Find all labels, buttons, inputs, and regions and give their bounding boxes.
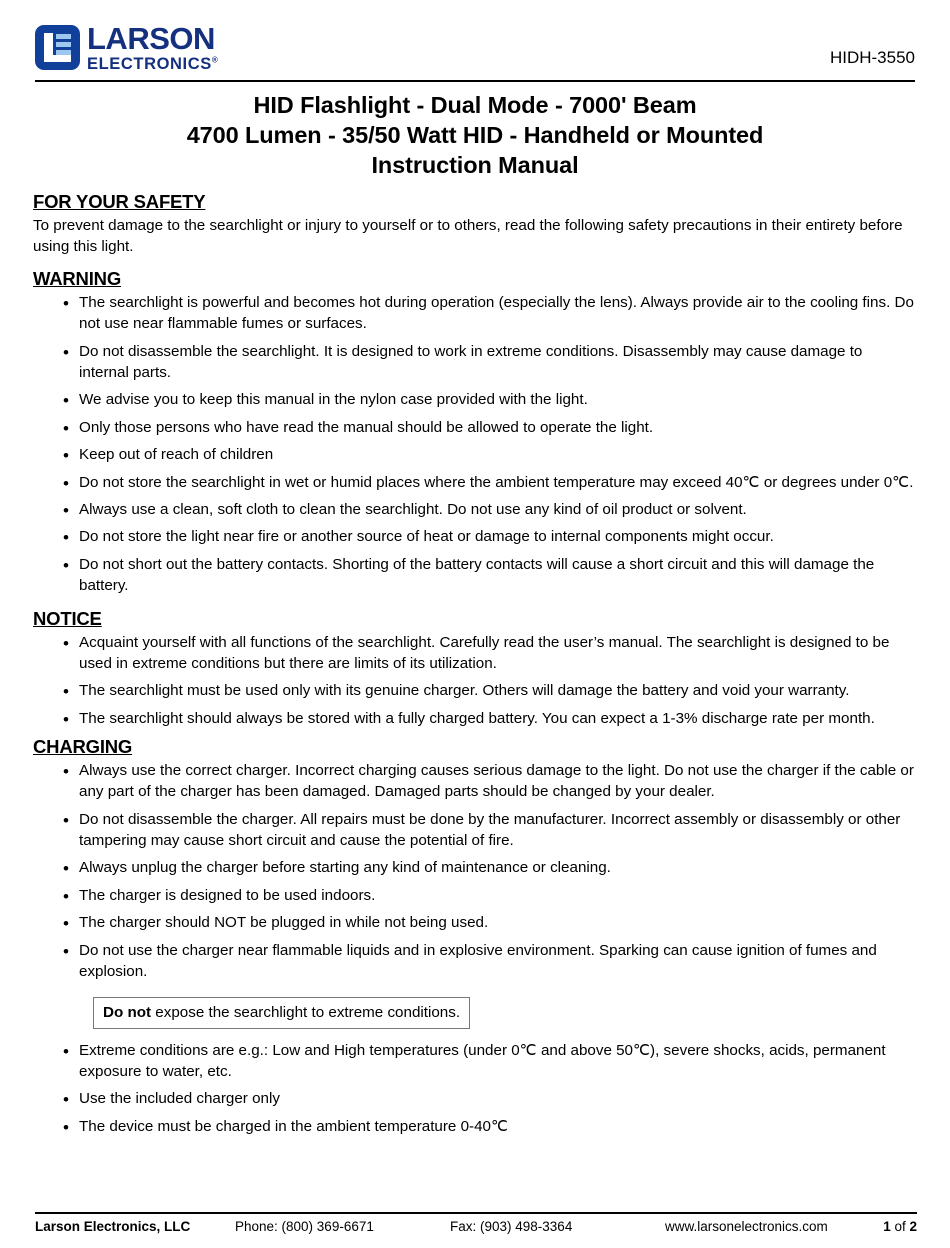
- list-item: • The charger is designed to be used indoors.: [33, 886, 915, 907]
- list-item: • Do not store the searchlight in wet or humid places where the ambient temperature may exceed 40℃ or degrees under 0℃.: [33, 473, 915, 494]
- list-item: • Do not disassemble the searchlight. It is designed to work in extreme conditions. Disassembly may cause damage to internal parts.: [33, 342, 915, 384]
- footer-fax: Fax: (903) 498-3364: [450, 1219, 573, 1234]
- document-body: [0, 191, 950, 1138]
- list-item: • The charger should NOT be plugged in while not being used.: [33, 913, 915, 934]
- warning-callout-box: [93, 997, 470, 1029]
- list-item: • Do not short out the battery contacts. Shorting of the battery contacts will cause a short circuit and this will damage the battery.: [33, 555, 915, 597]
- list-item: • Do not store the light near fire or another source of heat or damage to internal components might occur.: [33, 527, 915, 548]
- list-item: • Always unplug the charger before starting any kind of maintenance or cleaning.: [33, 858, 915, 879]
- brand-name-primary: LARSON: [87, 20, 215, 56]
- model-number: HIDH-3550: [829, 48, 915, 67]
- footer-website[interactable]: www.larsonelectronics.com: [665, 1219, 828, 1234]
- section-heading-charging: CHARGING: [33, 736, 133, 758]
- list-item: • Use the included charger only: [33, 1089, 915, 1110]
- list-item: • The searchlight must be used only with its genuine charger. Others will damage the battery and void your warranty.: [33, 681, 915, 702]
- list-item: • Always use a clean, soft cloth to clean the searchlight. Do not use any kind of oil product or solvent.: [33, 500, 915, 521]
- callout-text: expose the searchlight to extreme conditions.: [151, 1003, 461, 1021]
- footer-company-name: Larson Electronics, LLC: [35, 1219, 191, 1234]
- safety-paragraph: To prevent damage to the searchlight or injury to yourself or to others, read the following safety precautions in their entirety before using this light.: [33, 217, 903, 255]
- callout-bold-lead: Do not: [103, 1003, 152, 1021]
- list-item: • Keep out of reach of children: [33, 445, 915, 466]
- list-item: • The searchlight is powerful and becomes hot during operation (especially the lens). Always provide air to the cooling fins. Do not use near flammable fumes or surfaces.: [33, 293, 915, 335]
- list-item: • The device must be charged in the ambient temperature 0-40℃: [33, 1117, 915, 1138]
- title-line-1: HID Flashlight - Dual Mode - 7000' Beam: [253, 92, 697, 118]
- footer-page-number: 1 of 2: [883, 1219, 917, 1234]
- list-item: • Do not use the charger near flammable liquids and in explosive environment. Sparking can cause ignition of fumes and explosion.: [33, 941, 915, 983]
- section-heading-warning: WARNING: [33, 268, 122, 290]
- section-heading-safety: FOR YOUR SAFETY: [33, 191, 206, 213]
- larson-electronics-logo-icon: [35, 25, 80, 70]
- brand-name-secondary: ELECTRONICS®: [87, 54, 219, 73]
- list-item: • Acquaint yourself with all functions of the searchlight. Carefully read the user’s manual. The searchlight is designed to be used in extreme conditions but there are limits of its utilization.: [33, 633, 915, 675]
- page-header: [0, 0, 950, 80]
- brand-logo: [35, 20, 219, 81]
- title-line-3: Instruction Manual: [371, 152, 579, 179]
- title-line-2: 4700 Lumen - 35/50 Watt HID - Handheld or Mounted: [186, 122, 764, 149]
- list-item: • The searchlight should always be stored with a fully charged battery. You can expect a 1-3% discharge rate per month.: [33, 709, 915, 730]
- warning-list: [33, 293, 915, 597]
- charging-list-primary: [33, 761, 915, 982]
- header-divider: [35, 80, 915, 82]
- list-item: • Extreme conditions are e.g.: Low and High temperatures (under 0℃ and above 50℃), severe shocks, acids, permanent exposure to water, etc.: [33, 1041, 915, 1083]
- footer-phone: Phone: (800) 369-6671: [235, 1219, 374, 1234]
- page-footer: [35, 1212, 917, 1234]
- list-item: • Only those persons who have read the manual should be allowed to operate the light.: [33, 418, 915, 439]
- registered-trademark-icon: ®: [211, 55, 219, 64]
- charging-list-secondary: [33, 1041, 915, 1138]
- page-title: [30, 90, 920, 180]
- list-item: • Always use the correct charger. Incorrect charging causes serious damage to the light. Do not use the charger if the cable or any part of the charger has been damaged. Damaged parts should be changed by your dealer.: [33, 761, 915, 803]
- footer-divider: [35, 1212, 917, 1214]
- list-item: • We advise you to keep this manual in the nylon case provided with the light.: [33, 390, 915, 411]
- notice-list: [33, 633, 915, 730]
- list-item: • Do not disassemble the charger. All repairs must be done by the manufacturer. Incorrect assembly or disassembly or other tampering may cause short circuit and cause the potential of fire.: [33, 810, 915, 852]
- section-heading-notice: NOTICE: [33, 607, 102, 629]
